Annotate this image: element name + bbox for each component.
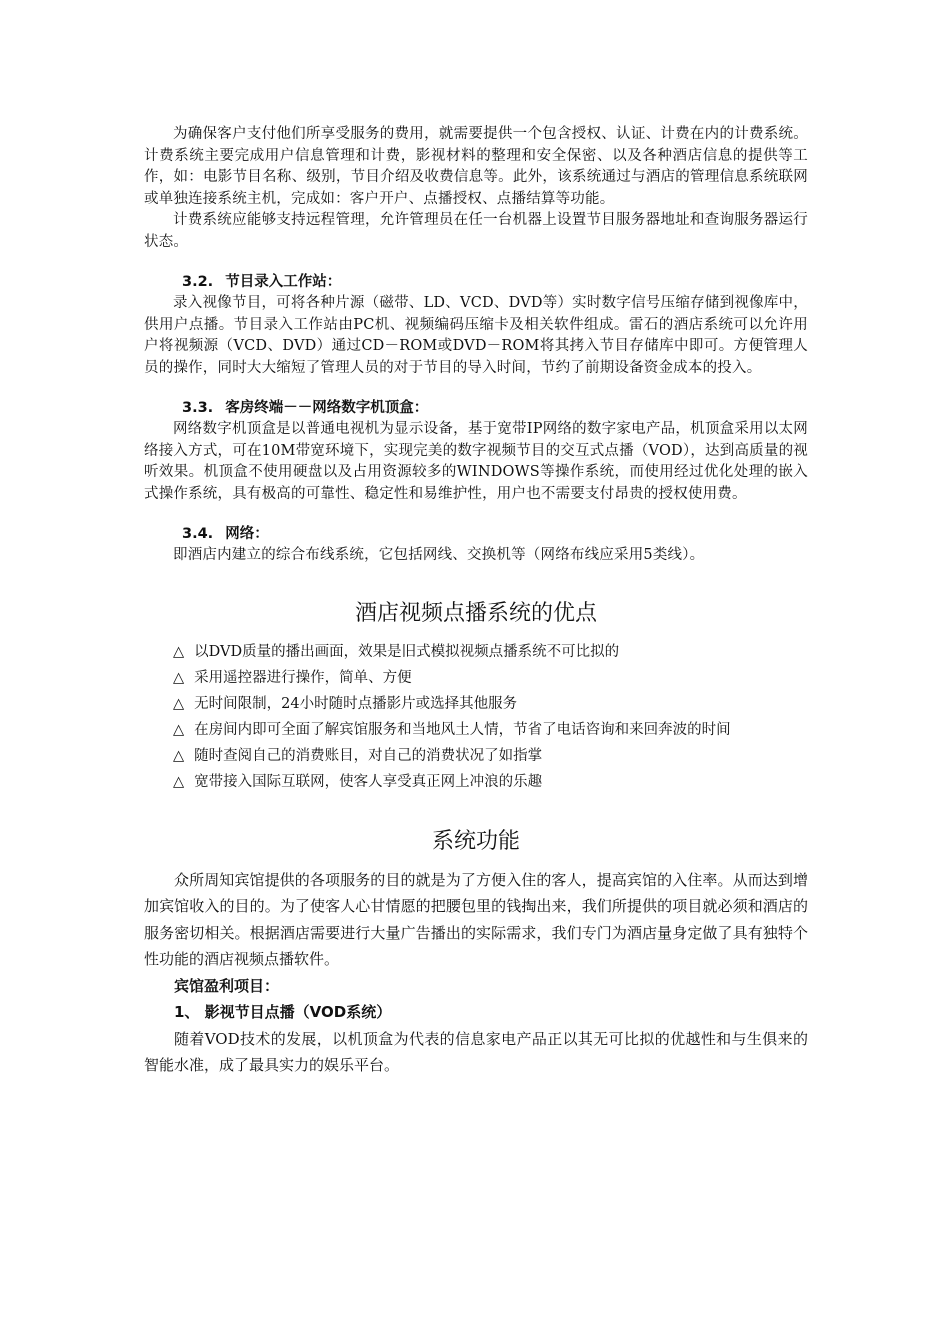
triangle-bullet-icon: △ [173, 747, 185, 764]
advantage-item [144, 691, 808, 717]
section-heading-3-4 [144, 524, 808, 545]
functions-intro: 众所周知宾馆提供的各项服务的目的就是为了方便入住的客人，提高宾馆的入住率。从而达到增加宾馆收入的目的。为了使客人心甘情愿的把腰包里的钱掏出来，我们所提供的项目就必须和酒店的服务密切相关。根据酒店需要进行大量广告播出的实际需求，我们专门为酒店量身定做了具有独特个性功能的酒店视频点播软件。 [144, 870, 808, 968]
section-heading-3-2 [144, 272, 808, 293]
advantage-item [144, 743, 808, 769]
profit-heading: 宾馆盈利项目： [174, 976, 280, 995]
functions-title: 系统功能 [431, 828, 520, 854]
advantage-item [144, 665, 808, 691]
section-title: 节目录入工作站： [225, 274, 342, 290]
triangle-bullet-icon: △ [173, 721, 185, 738]
section-number: 3.3. [182, 400, 214, 416]
document-page [144, 124, 808, 1079]
item1-heading: 1、 影视节目点播（VOD系统） [174, 1003, 392, 1021]
billing-paragraph-2: 计费系统应能够支持远程管理，允许管理员在任一台机器上设置节目服务器地址和查询服务器运行状态。 [144, 212, 808, 250]
section-body-3-2: 录入视像节目，可将各种片源（磁带、LD、VCD、DVD等）实时数字信号压缩存储到视像库中，供用户点播。节目录入工作站由PC机、视频编码压缩卡及相关软件组成。雷石的酒店系统可以允许用户将视频源（VCD、DVD）通过CD－ROM或DVD－ROM将其拷入节目存储库中即可。方便管理人员的操作，同时大大缩短了管理人员的对于节目的导入时间，节约了前期设备资金成本的投入。 [144, 295, 808, 376]
advantages-title: 酒店视频点播系统的优点 [354, 600, 597, 626]
billing-paragraph-1: 为确保客户支付他们所享受服务的费用，就需要提供一个包含授权、认证、计费在内的计费系统。计费系统主要完成用户信息管理和计费，影视材料的整理和安全保密、以及各种酒店信息的提供等工作，如：电影节目名称、级别，节目介绍及收费信息等。此外，该系统通过与酒店的管理信息系统联网或单独连接系统主机，完成如：客户开户、点播授权、点播结算等功能。 [144, 126, 808, 207]
section-body-3-3: 网络数字机顶盒是以普通电视机为显示设备，基于宽带IP网络的数字家电产品，机顶盒采用以太网络接入方式，可在10M带宽环境下，实现完美的数字视频节目的交互式点播（VOD），达到高质量的视听效果。机顶盒不使用硬盘以及占用资源较多的WINDOWS等操作系统，而使用经过优化处理的嵌入式操作系统，具有极高的可靠性、稳定性和易维护性，用户也不需要支付昂贵的授权使用费。 [144, 421, 808, 502]
advantage-text: 以DVD质量的播出画面，效果是旧式模拟视频点播系统不可比拟的 [194, 643, 620, 660]
section-title: 客房终端－－网络数字机顶盒： [225, 400, 429, 416]
triangle-bullet-icon: △ [173, 695, 185, 712]
advantage-text: 随时查阅自己的消费账目，对自己的消费状况了如指掌 [194, 747, 543, 764]
section-body-3-4: 即酒店内建立的综合布线系统，它包括网线、交换机等（网络布线应采用5类线）。 [173, 547, 705, 563]
advantage-item [144, 717, 808, 743]
advantage-text: 无时间限制，24小时随时点播影片或选择其他服务 [194, 695, 518, 712]
triangle-bullet-icon: △ [173, 669, 185, 686]
triangle-bullet-icon: △ [173, 643, 185, 660]
section-title: 网络： [225, 526, 269, 542]
section-number: 3.2. [182, 274, 214, 290]
advantage-item [144, 769, 808, 795]
advantage-item [144, 639, 808, 665]
triangle-bullet-icon: △ [173, 773, 185, 790]
item1-body: 随着VOD技术的发展，以机顶盒为代表的信息家电产品正以其无可比拟的优越性和与生俱来的智能水准，成了最具实力的娱乐平台。 [144, 1029, 808, 1074]
section-number: 3.4. [182, 526, 214, 542]
section-heading-3-3 [144, 398, 808, 419]
advantage-text: 采用遥控器进行操作，简单、方便 [194, 669, 412, 686]
advantage-text: 在房间内即可全面了解宾馆服务和当地风土人情，节省了电话咨询和来回奔波的时间 [194, 721, 731, 738]
advantage-text: 宽带接入国际互联网，使客人享受真正网上冲浪的乐趣 [194, 773, 543, 790]
